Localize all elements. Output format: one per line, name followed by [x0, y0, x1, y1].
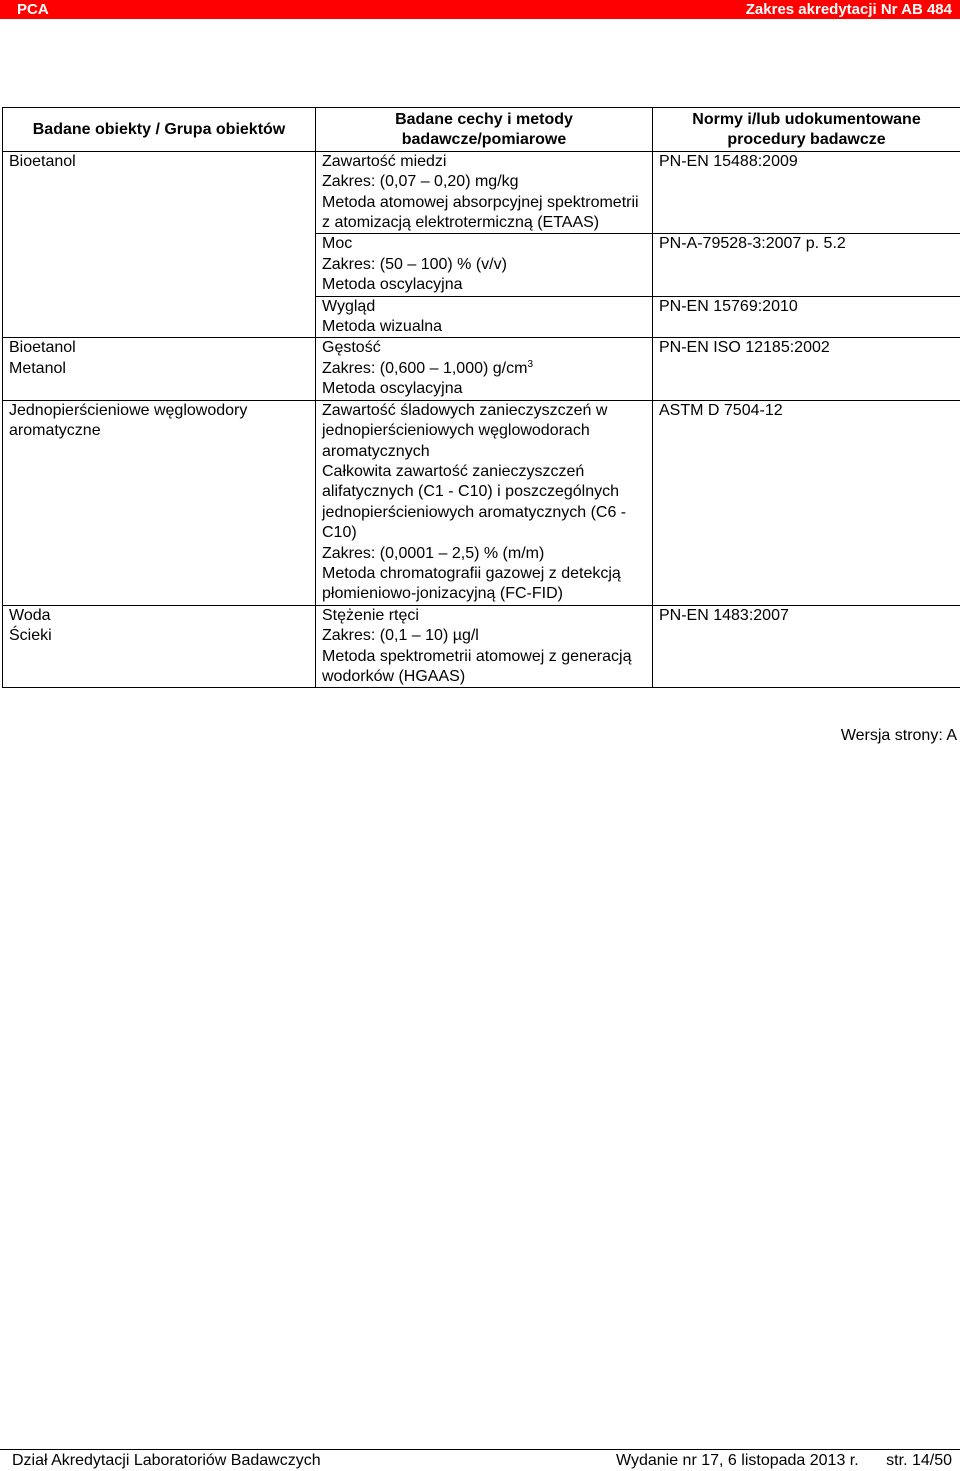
header-org: PCA [17, 0, 49, 19]
object-name: Ścieki [9, 626, 315, 646]
range-text: Zakres: (0,600 – 1,000) g/cm [322, 360, 527, 377]
method-line: Zakres: (50 – 100) % (v/v) [322, 255, 648, 275]
methods-cell [316, 296, 653, 338]
object-name: Woda [9, 606, 315, 626]
method-line: Zakres: (0,0001 – 2,5) % (m/m) [322, 544, 648, 564]
method-line: Metoda oscylacyjna [322, 275, 648, 295]
footer-edition: Wydanie nr 17, 6 listopada 2013 r. [616, 1452, 859, 1470]
method-line: Stężenie rtęci [322, 606, 648, 626]
methods-cell [316, 151, 653, 234]
accreditation-scope-table [2, 107, 960, 688]
page-footer [0, 1449, 960, 1471]
methods-cell [316, 400, 653, 605]
object-name: Bioetanol [9, 338, 315, 358]
norm-cell: PN-EN ISO 12185:2002 [653, 338, 960, 400]
norm-cell: PN-EN 1483:2007 [653, 605, 960, 688]
column-header-methods: Badane cechy i metody badawcze/pomiarowe [316, 108, 653, 152]
table-header-row [3, 108, 960, 152]
footer-page-number: str. 14/50 [886, 1452, 952, 1470]
norm-cell: PN-EN 15769:2010 [653, 296, 960, 338]
table-row [3, 338, 960, 400]
method-line: Metoda wizualna [322, 317, 648, 337]
method-line: Zawartość miedzi [322, 152, 648, 172]
method-line: Metoda spektrometrii atomowej z generacją wodorków (HGAAS) [322, 647, 648, 688]
method-line: Metoda chromatografii gazowej z detekcją płomieniowo-jonizacyjną (FC-FID) [322, 564, 648, 605]
methods-cell [316, 338, 653, 400]
table-row [3, 151, 960, 234]
method-line: Zawartość śladowych zanieczyszczeń w jednopierścieniowych węglowodorach aromatycznych [322, 401, 648, 462]
object-name: Jednopierścieniowe węglowodory aromatyczne [9, 401, 315, 442]
table-row [3, 400, 960, 605]
object-name: Metanol [9, 359, 315, 379]
objects-cell [3, 338, 316, 400]
column-header-objects: Badane obiekty / Grupa obiektów [3, 108, 316, 152]
objects-cell [3, 605, 316, 688]
norm-cell: PN-A-79528-3:2007 p. 5.2 [653, 234, 960, 296]
page-header [0, 0, 960, 19]
method-line: Gęstość [322, 338, 648, 358]
method-line: Metoda oscylacyjna [322, 379, 648, 399]
objects-cell [3, 151, 316, 338]
footer-department: Dział Akredytacji Laboratoriów Badawczych [12, 1452, 321, 1470]
norm-cell: ASTM D 7504-12 [653, 400, 960, 605]
column-header-norms: Normy i/lub udokumentowane procedury badawcze [653, 108, 960, 152]
method-line: Całkowita zawartość zanieczyszczeń alifatycznych (C1 - C10) i poszczególnych jednopierścieniowych aromatycznych (C6 - C10) [322, 462, 648, 544]
table-row [3, 605, 960, 688]
method-line: Metoda atomowej absorpcyjnej spektrometrii z atomizacją elektrotermiczną (ETAAS) [322, 193, 648, 234]
methods-cell [316, 605, 653, 688]
header-scope-title: Zakres akredytacji Nr AB 484 [746, 0, 952, 19]
method-line: Zakres: (0,1 – 10) µg/l [322, 626, 648, 646]
objects-cell [3, 400, 316, 605]
method-line: Wygląd [322, 297, 648, 317]
method-line-with-unit [322, 359, 648, 379]
methods-cell [316, 234, 653, 296]
norm-cell: PN-EN 15488:2009 [653, 151, 960, 234]
method-line: Zakres: (0,07 – 0,20) mg/kg [322, 172, 648, 192]
method-line: Moc [322, 234, 648, 254]
object-name: Bioetanol [9, 152, 315, 172]
unit-superscript: 3 [527, 359, 533, 370]
page-version: Wersja strony: A [841, 727, 957, 745]
